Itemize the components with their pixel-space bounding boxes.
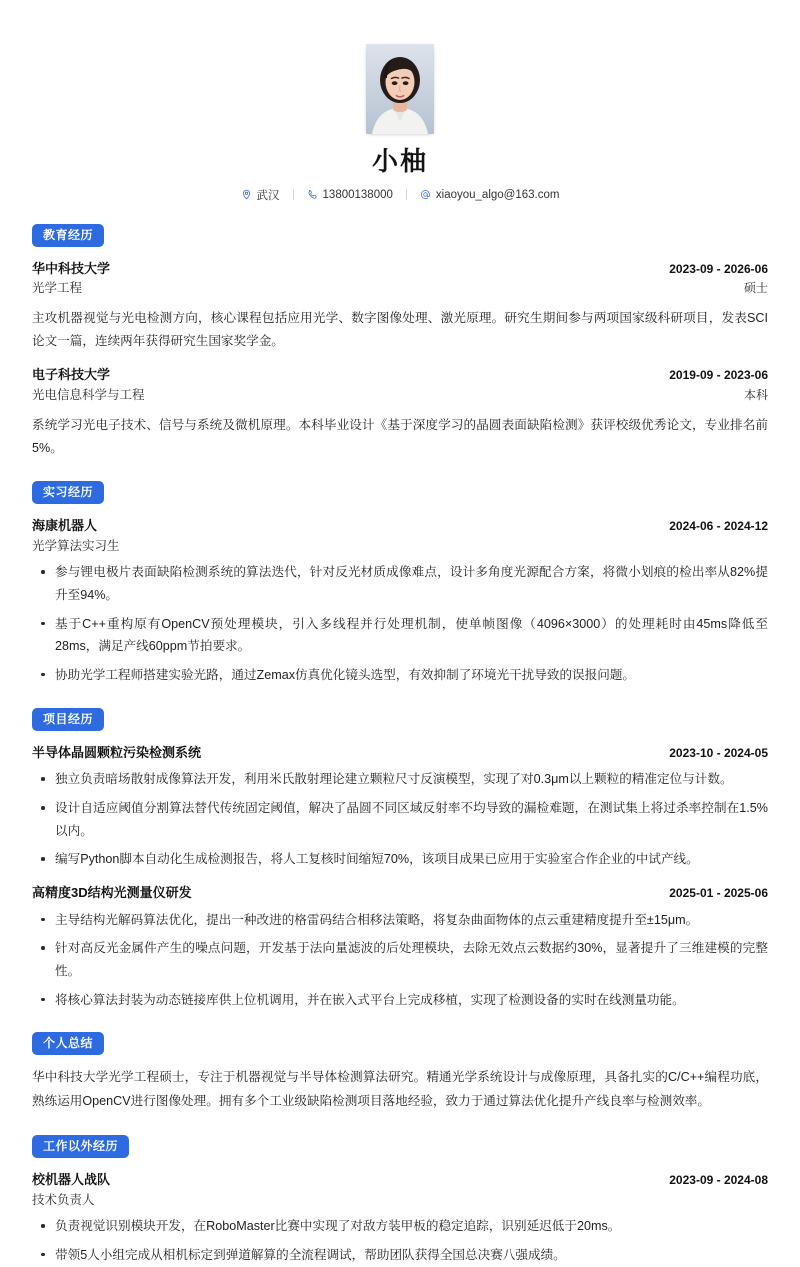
- bullet-list: [32, 561, 768, 686]
- entry-header: [32, 517, 768, 536]
- job-title: 光学算法实习生: [32, 539, 120, 554]
- contact-bar: [32, 187, 768, 203]
- phone-icon: [307, 189, 318, 200]
- entry-header: [32, 260, 768, 279]
- company-name: 海康机器人: [32, 518, 98, 534]
- section-extracurricular: [32, 1135, 768, 1266]
- degree: 本科: [743, 388, 768, 403]
- bullet-list: [32, 909, 768, 1012]
- section-projects: [32, 708, 768, 1012]
- internship-entry: [32, 517, 768, 686]
- major: 光学工程: [32, 281, 83, 296]
- date-range: 2023-09 - 2026-06: [669, 261, 768, 276]
- list-item: 基于C++重构原有OpenCV预处理模块，引入多线程并行处理机制，使单帧图像（4096×3000）的处理耗时由45ms降低至28ms，满足产线60ppm节拍要求。: [32, 613, 768, 658]
- section-badge-extracurricular: 工作以外经历: [32, 1135, 129, 1158]
- resume-header: [32, 44, 768, 203]
- project-entry: [32, 884, 768, 1011]
- contact-phone: [294, 189, 406, 201]
- location-pin-icon: [241, 189, 252, 200]
- entry-subheader: [32, 1191, 768, 1209]
- project-entry: [32, 744, 768, 871]
- entry-subheader: [32, 537, 768, 555]
- entry-header: [32, 366, 768, 385]
- email-at-icon: [420, 189, 431, 200]
- section-badge-projects: 项目经历: [32, 708, 104, 731]
- education-description: 系统学习光电子技术、信号与系统及微机原理。本科毕业设计《基于深度学习的晶圆表面缺陷检测》获评校级优秀论文，专业排名前5%。: [32, 417, 768, 455]
- education-entry: [32, 260, 768, 354]
- entry-header: [32, 1171, 768, 1190]
- date-range: 2024-06 - 2024-12: [669, 519, 768, 534]
- contact-location-text: 武汉: [256, 189, 280, 202]
- list-item: 协助光学工程师搭建实验光路，通过Zemax仿真优化镜头选型，有效抑制了环境光干扰导致的误报问题。: [32, 664, 768, 687]
- list-item: 将核心算法封装为动态链接库供上位机调用，并在嵌入式平台上完成移植，实现了检测设备的实时在线测量功能。: [32, 989, 768, 1012]
- school-name: 华中科技大学: [32, 260, 111, 276]
- section-summary: [32, 1032, 768, 1114]
- entry-subheader: [32, 386, 768, 404]
- contact-location: [228, 187, 293, 203]
- section-badge-summary: 个人总结: [32, 1032, 104, 1055]
- list-item: 参与锂电极片表面缺陷检测系统的算法迭代，针对反光材质成像难点，设计多角度光源配合方案，将微小划痕的检出率从82%提升至94%。: [32, 561, 768, 606]
- project-title: 高精度3D结构光测量仪研发: [32, 884, 192, 900]
- section-badge-internship: 实习经历: [32, 481, 104, 504]
- degree: 硕士: [743, 281, 768, 296]
- date-range: 2025-01 - 2025-06: [669, 885, 768, 900]
- avatar: [366, 44, 434, 134]
- list-item: 主导结构光解码算法优化，提出一种改进的格雷码结合相移法策略，将复杂曲面物体的点云重建精度提升至±15μm。: [32, 909, 768, 932]
- contact-phone-text: 13800138000: [322, 188, 393, 201]
- bullet-list: [32, 768, 768, 871]
- date-range: 2019-09 - 2023-06: [669, 368, 768, 383]
- organization-name: 校机器人战队: [32, 1172, 111, 1188]
- project-title: 半导体晶圆颗粒污染检测系统: [32, 744, 202, 760]
- summary-text: 华中科技大学光学工程硕士，专注于机器视觉与半导体检测算法研究。精通光学系统设计与成像原理，具备扎实的C/C++编程功底，熟练运用OpenCV进行图像处理。拥有多个工业级缺陷检测项目落地经验，致力于通过算法优化提升产线良率与检测效率。: [32, 1070, 768, 1109]
- education-description: 主攻机器视觉与光电检测方向，核心课程包括应用光学、数字图像处理、激光原理。研究生期间参与两项国家级科研项目，发表SCI论文一篇，连续两年获得研究生国家奖学金。: [32, 310, 768, 349]
- entry-header: [32, 744, 768, 763]
- list-item: 带领5人小组完成从相机标定到弹道解算的全流程调试，帮助团队获得全国总决赛八强成绩。: [32, 1244, 768, 1267]
- date-range: 2023-09 - 2024-08: [669, 1173, 768, 1188]
- list-item: 独立负责暗场散射成像算法开发，利用米氏散射理论建立颗粒尺寸反演模型，实现了对0.3μm以上颗粒的精准定位与计数。: [32, 768, 768, 791]
- contact-email: [407, 189, 573, 201]
- list-item: 负责视觉识别模块开发，在RoboMaster比赛中实现了对敌方装甲板的稳定追踪，识别延迟低于20ms。: [32, 1215, 768, 1238]
- entry-header: [32, 884, 768, 903]
- list-item: 针对高反光金属件产生的噪点问题，开发基于法向量滤波的后处理模块，去除无效点云数据约30%，显著提升了三维建模的完整性。: [32, 937, 768, 982]
- list-item: 编写Python脚本自动化生成检测报告，将人工复核时间缩短70%，该项目成果已应用于实验室合作企业的中试产线。: [32, 848, 768, 871]
- date-range: 2023-10 - 2024-05: [669, 745, 768, 760]
- section-education: [32, 224, 768, 461]
- school-name: 电子科技大学: [32, 367, 111, 383]
- contact-email-text: xiaoyou_algo@163.com: [435, 188, 560, 201]
- section-internship: [32, 481, 768, 686]
- bullet-list: [32, 1215, 768, 1266]
- major: 光电信息科学与工程: [32, 388, 145, 403]
- education-entry: [32, 366, 768, 460]
- page-title: 小柚: [371, 146, 428, 176]
- role-title: 技术负责人: [32, 1193, 95, 1208]
- extracurricular-entry: [32, 1171, 768, 1266]
- section-badge-education: 教育经历: [32, 224, 104, 247]
- entry-subheader: [32, 279, 768, 297]
- list-item: 设计自适应阈值分割算法替代传统固定阈值，解决了晶圆不同区域反射率不均导致的漏检难题，在测试集上将过杀率控制在1.5%以内。: [32, 797, 768, 842]
